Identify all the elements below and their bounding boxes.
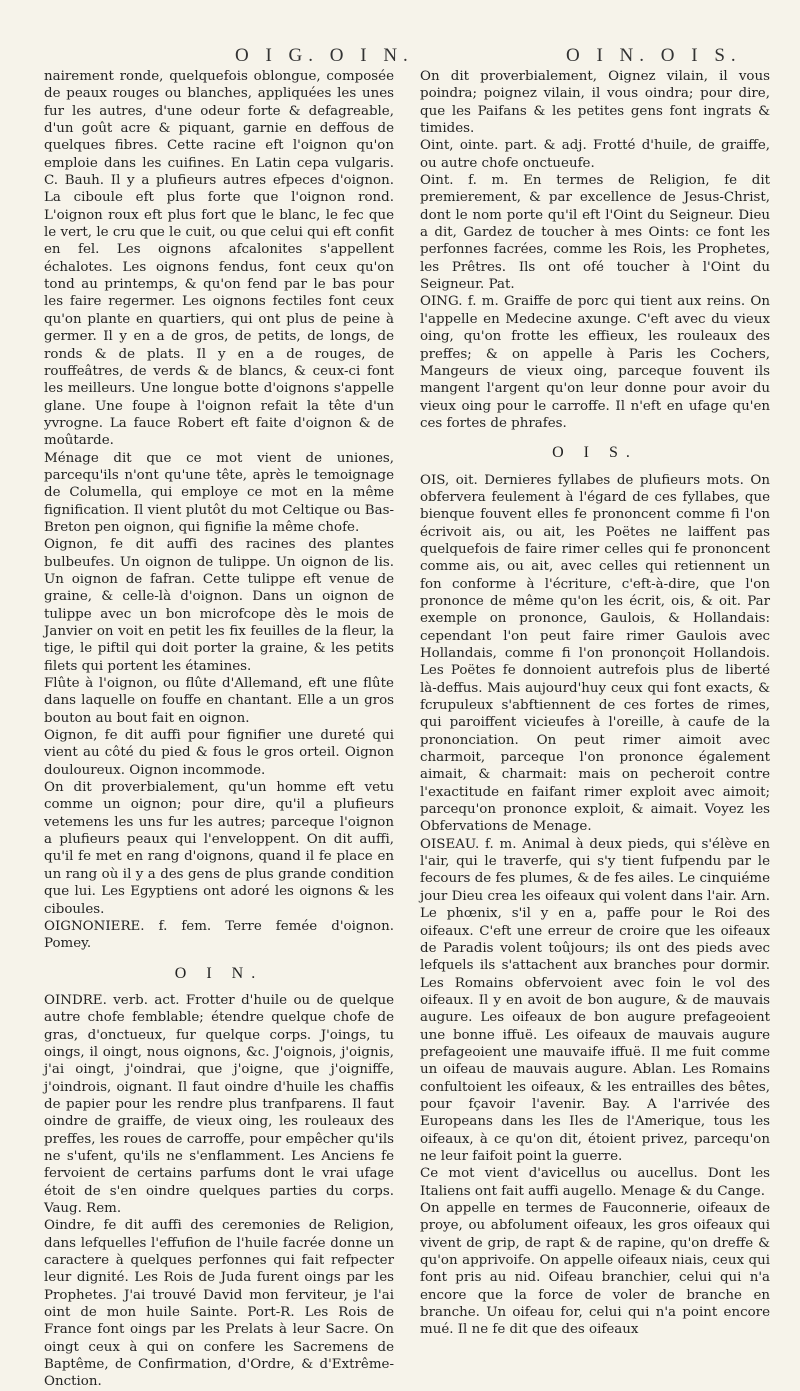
entry-oignez-proverb: On dit proverbialement, Oignez vilain, il vous poindra; poignez vilain, il vous oindra; pour dire, que les Paifans & les petites gens font ingrats & timides.: [420, 69, 770, 137]
running-head-right: O I N. O I S.: [566, 45, 742, 66]
left-column: [44, 68, 394, 1391]
section-head-oin: O I N.: [174, 964, 264, 982]
entry-oiseau-etymology: Ce mot vient d'avicellus ou aucellus. Dont les Italiens ont fait auffi augello. Menage & du Cange.: [420, 1166, 770, 1199]
entry-oignon-bulb: Oignon, fe dit auffi des racines des plantes bulbeufes. Un oignon de tulippe. Un oignon de lis. Un oignon de fafran. Cette tulippe eft venue de graine, & celle-là d'oignon. Dans un oignon de tulippe avec un bon microfcope dès le mois de Janvier on voit en petit les fix feuilles de la fleur, la tige, le piftil qui doit porter la graine, & les petits filets qui portent les étamines.: [44, 537, 394, 674]
entry-oing: OING. f. m. Graiffe de porc qui tient aux reins. On l'appelle en Medecine axunge. C'eft avec du vieux oing, qu'on frotte les effieux, les rouleaux des preffes; & on appelle à Paris les Cochers, Mangeurs de vieux oing, parceque fouvent ils mangent l'argent qu'on leur donne pour avoir du vieux oing pour le carroffe. Il n'eft en ufage qu'en ces fortes de phrafes.: [420, 294, 770, 431]
entry-oindre-religion: Oindre, fe dit auffi des ceremonies de Religion, dans lefquelles l'effufion de l'huile facrée donne un caractere à quelques perfonnes qui fait refpecter leur dignité. Les Rois de Juda furent oings par les Prophetes. J'ai trouvé David mon ferviteur, je l'ai oint de mon huile Sainte. Port-R. Les Rois de France font oings par les Prelats à leur Sacre. On oingt ceux à qui on confere les Sacremens de Baptême, de Confirmation, d'Ordre, & d'Extrême-Onction.: [44, 1218, 394, 1390]
entry-oignon-proverb: On dit proverbialement, qu'un homme eft vetu comme un oignon; pour dire, qu'il a plufieurs vetemens les uns fur les autres; parceque l'oignon a plufieurs peaux qui l'enveloppent. On dit auffi, qu'il fe met en rang d'oignons, quand il fe place en un rang où il y a des gens de plus grande condition que lui. Les Egyptiens ont adoré les oignons & les ciboules.: [44, 780, 394, 917]
entry-oignoniere: OIGNONIERE. f. fem. Terre femée d'oignon. Pomey.: [44, 918, 394, 952]
entry-oignon-etymology: Ménage dit que ce mot vient de uniones, parcequ'ils n'ont qu'une tête, après le temoignage de Columella, qui employe ce mot en la même fignification. Il vient plutôt du mot Celtique ou Bas-Breton pen oignon, qui fignifie la même chofe.: [44, 450, 394, 535]
entry-oindre: OINDRE. verb. act. Frotter d'huile ou de quelque autre chofe femblable; étendre quelque chofe de gras, d'onctueux, fur quelque corps. J'oings, tu oings, il oingt, nous oignons, &c. J'oignois, j'oignis, j'ai oingt, j'oindrai, que j'oigne, que j'oigniffe, j'oindrois, oignant. Il faut oindre d'huile les chaffis de papier pour les rendre plus tranfparens. Il faut oindre de graiffe, de vieux oing, les rouleaux des preffes, les roues de carroffe, pour empêcher qu'ils ne s'ufent, qu'ils ne s'enflamment. Les Anciens fe fervoient de certains parfums dont le vrai ufage étoit de s'en oindre quelques parties du corps. Vaug. Rem.: [44, 992, 394, 1216]
entry-oignon-callus: Oignon, fe dit auffi pour fignifier une dureté qui vient au côté du pied & fous le gros orteil. Oignon douloureux. Oignon incommode.: [44, 728, 394, 778]
entry-oiseau-fauconnerie: On appelle en termes de Fauconnerie, oifeaux de proye, ou abfolument oifeaux, les gros oifeaux qui vivent de grip, de rapt & de rapine, qu'on dreffe & qu'on apprivoife. On appelle oifeaux niais, ceux qui font pris au nid. Oifeau branchier, celui qui n'a encore que la force de voler de branche en branche. Un oifeau for, celui qui n'a point encore mué. Il ne fe dit que des oifeaux: [420, 1201, 770, 1338]
entry-oiseau: OISEAU. f. m. Animal à deux pieds, qui s'élève en l'air, qui le traverfe, qui s'y tient fufpendu par le fecours de fes plumes, & de fes ailes. Le cinquiéme jour Dieu crea les oifeaux qui volent dans l'air. Arn. Le phœnix, s'il y en a, paffe pour le Roi des oifeaux. C'eft une erreur de croire que les oifeaux de Paradis volent toûjours; ils ont des pieds avec lefquels ils s'attachent aux branches pour dormir. Les Romains obfervoient avec foin le vol des oifeaux. Il y en avoit de bon augure, & de mauvais augure. Les oifeaux de bon augure prefageoient une bonne iffuë. Les oifeaux de mauvais augure prefageoient une mauvaife iffuë. Il me fuit comme un oifeau de mauvais augure. Ablan. Les Romains confultoient les oifeaux, & les entrailles des bêtes, pour fçavoir l'avenir. Bay. A l'arrivée des Europeans dans les Iles de l'Amerique, tous les oifeaux, à ce qu'on dit, étoient privez, parcequ'on ne leur faifoit point la guerre.: [420, 836, 770, 1164]
text-columns: [44, 68, 770, 1391]
entry-oignon-definition: nairement ronde, quelquefois oblongue, composée de peaux rouges ou blanches, appliquées les unes fur les autres, d'une odeur forte & defagreable, d'un goût acre & piquant, garnie en deffous de quelques fibres. Cette racine eft l'oignon qu'on emploie dans les cuifines. En Latin cepa vulgaris. C. Bauh. Il y a plufieurs autres efpeces d'oignon. La ciboule eft plus forte que l'oignon rond. L'oignon roux eft plus fort que le blanc, le fec que le vert, le cru que le cuit, ou que celui qui eft confit en fel. Les oignons afcalonites s'appellent échalotes. Les oignons fendus, font ceux qu'on tond au printemps, & qu'on fend par le bas pour les faire regermer. Les oignons fectiles font ceux qu'on plante en quartiers, qui ont plus de peine à germer. Il y en a de gros, de petits, de longs, de ronds & de plats. Il y en a de rouges, de rouffeâtres, de verds & de blancs, & ceux-ci font les meilleurs. Une longue botte d'oignons s'appelle glane. Une foupe à l'oignon refait la tête d'un yvrogne. La fauce Robert eft faite d'oignon & de moûtarde.: [44, 69, 394, 449]
running-head-left: O I G. O I N.: [235, 45, 414, 66]
right-column: [420, 68, 770, 1391]
entry-oint-noun: Oint. f. m. En termes de Religion, fe dit premierement, & par excellence de Jesus-Christ, dont le nom porte qu'il eft l'Oint du Seigneur. Dieu a dit, Gardez de toucher à mes Oints: ce font les perfonnes facrées, comme les Rois, les Prophetes, les Prêtres. Ils ont ofé toucher à l'Oint du Seigneur. Pat.: [420, 173, 770, 293]
section-head-ois: O I S.: [552, 444, 638, 462]
entry-oint-participle: Oint, ointe. part. & adj. Frotté d'huile, de graiffe, ou autre chofe onctueufe.: [420, 138, 770, 171]
entry-flute-oignon: Flûte à l'oignon, ou flûte d'Allemand, eft une flûte dans laquelle on fouffe en chantant. Elle a un gros bouton au bout fait en oignon.: [44, 676, 394, 726]
entry-ois-oit: OIS, oit. Dernieres fyllabes de plufieurs mots. On obfervera feulement à l'égard de ces fyllabes, que bienque fouvent elles fe prononcent comme fi l'on écrivoit ais, ou ait, les Poëtes ne laiffent pas quelquefois de faire rimer celles qui fe prononcent comme ais, ou ait, avec celles qui retiennent un fon conforme à l'écriture, c'eft-à-dire, que l'on prononce de même qu'on les écrit, ois, & oit. Par exemple on prononce, Gaulois, & Hollandais: cependant l'on peut faire rimer Gaulois avec Hollandais, comme fi l'on prononçoit Hollandois. Les Poëtes fe donnoient autrefois plus de liberté là-deffus. Mais aujourd'huy ceux qui font exacts, & fcrupuleux s'abftiennent de ces fortes de rimes, qui paroiffent vicieufes à l'oreille, à caufe de la prononciation. On peut rimer aimoit avec charmoit, parceque l'on prononce également aimait, & charmait: mais on pecheroit contre l'exactitude en faifant rimer exploit avec aimoit; parcequ'on prononce exploit, & aimait. Voyez les Obfervations de Menage.: [420, 472, 770, 835]
